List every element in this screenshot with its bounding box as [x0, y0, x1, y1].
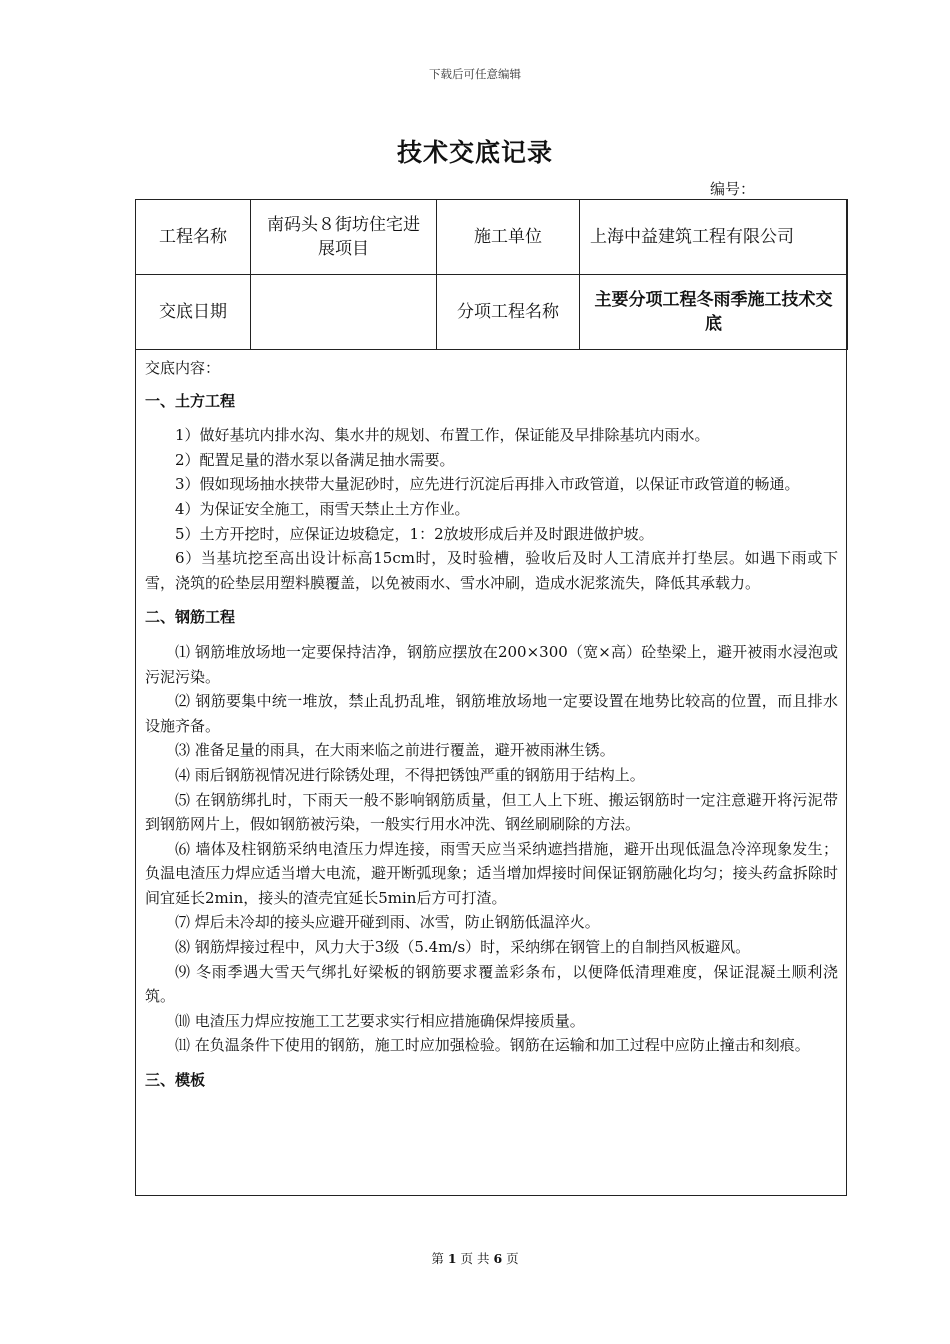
rebar-item: ⑴ 钢筋堆放场地一定要保持洁净，钢筋应摆放在200×300（宽×高）砼垫梁上，避开被雨水浸泡或污泥污染。 — [145, 642, 838, 686]
section-title-formwork: 三、模板 — [145, 1071, 206, 1090]
earthwork-item: 3）假如现场抽水挟带大量泥砂时，应先进行沉淀后再排入市政管道，以保证市政管道的畅通。 — [175, 475, 800, 494]
rebar-item: ⑷ 雨后钢筋视情况进行除锈处理，不得把锈蚀严重的钢筋用于结构上。 — [175, 765, 645, 784]
rebar-item: ⑵ 钢筋要集中统一堆放，禁止乱扔乱堆，钢筋堆放场地一定要设置在地势比较高的位置，而且排水设施齐备。 — [145, 692, 838, 735]
footer-middle: 页 共 — [460, 1251, 490, 1266]
section-title-rebar: 二、钢筋工程 — [145, 608, 236, 627]
footer-suffix: 页 — [506, 1251, 519, 1266]
project-name-label: 工程名称 — [136, 200, 251, 275]
earthwork-item: 4）为保证安全施工，雨雪天禁止土方作业。 — [175, 499, 470, 518]
rebar-item: ⑸ 在钢筋绑扎时，下雨天一般不影响钢筋质量，但工人上下班、搬运钢筋时一定注意避开将污泥带到钢筋网片上，假如钢筋被污染，一般实行用水冲洗、钢丝刷刷除的方法。 — [145, 790, 838, 834]
earthwork-item: 2）配置足量的潜水泵以备满足抽水需要。 — [175, 450, 455, 469]
info-table — [135, 199, 848, 350]
rebar-item: ⑺ 焊后未冷却的接头应避开碰到雨、冰雪，防止钢筋低温淬火。 — [175, 913, 600, 932]
footer-prefix: 第 — [431, 1251, 444, 1266]
rebar-item: ⑾ 在负温条件下使用的钢筋，施工时应加强检验。钢筋在运输和加工过程中应防止撞击和刻痕。 — [175, 1036, 810, 1055]
earthwork-item: 1）做好基坑内排水沟、集水井的规划、布置工作，保证能及早排除基坑内雨水。 — [175, 426, 710, 445]
earthwork-item: 6）当基坑挖至高出设计标高15cm时，及时验槽，验收后及时人工清底并打垫层。如遇下雨或下雪，浇筑的砼垫层用塑料膜覆盖，以免被雨水、雪水冲刷，造成水泥浆流失，降低其承载力。 — [145, 549, 838, 592]
rebar-item: ⑼ 冬雨季遇大雪天气绑扎好梁板的钢筋要求覆盖彩条布，以便降低清理难度，保证混凝土顺利浇筑。 — [145, 962, 838, 1006]
sub-project-value: 主要分项工程冬雨季施工技术交底 — [580, 275, 848, 350]
construction-unit-value: 上海中益建筑工程有限公司 — [580, 200, 848, 275]
date-label: 交底日期 — [136, 275, 251, 350]
content-intro: 交底内容： — [145, 359, 221, 377]
project-name-value: 南码头８街坊住宅进展项目 — [251, 200, 437, 275]
rebar-item: ⑽ 电渣压力焊应按施工工艺要求实行相应措施确保焊接质量。 — [175, 1011, 585, 1030]
earthwork-item: 5）土方开挖时，应保证边坡稳定，1：2放坡形成后并及时跟进做护坡。 — [175, 524, 654, 543]
page-footer — [0, 1249, 950, 1267]
header-note: 下载后可任意编辑 — [429, 67, 521, 81]
construction-unit-label: 施工单位 — [437, 200, 580, 275]
disclosure-content — [145, 356, 838, 1093]
footer-page-number: 1 — [447, 1251, 457, 1266]
date-value — [251, 275, 437, 350]
serial-number-label: 编号： — [710, 180, 756, 198]
footer-total-pages: 6 — [493, 1251, 503, 1266]
rebar-item: ⑹ 墙体及柱钢筋采纳电渣压力焊连接，雨雪天应当采纳遮挡措施，避开出现低温急冷淬现象发生；负温电渣压力焊应适当增大电流，避开断弧现象；适当增加焊接时间保证钢筋融化均匀；接头药盒拆除时间宜延长2min，接头的渣壳宜延长5min后方可打渣。 — [145, 839, 838, 907]
info-row-2 — [136, 275, 848, 350]
section-title-earthwork: 一、土方工程 — [145, 391, 236, 410]
rebar-item: ⑶ 准备足量的雨具，在大雨来临之前进行覆盖，避开被雨淋生锈。 — [175, 741, 615, 760]
rebar-item: ⑻ 钢筋焊接过程中，风力大于3级（5.4m/s）时，采纳绑在钢管上的自制挡风板避风。 — [175, 938, 751, 957]
sub-project-label: 分项工程名称 — [437, 275, 580, 350]
info-row-1 — [136, 200, 848, 275]
document-title: 技术交底记录 — [396, 138, 553, 167]
